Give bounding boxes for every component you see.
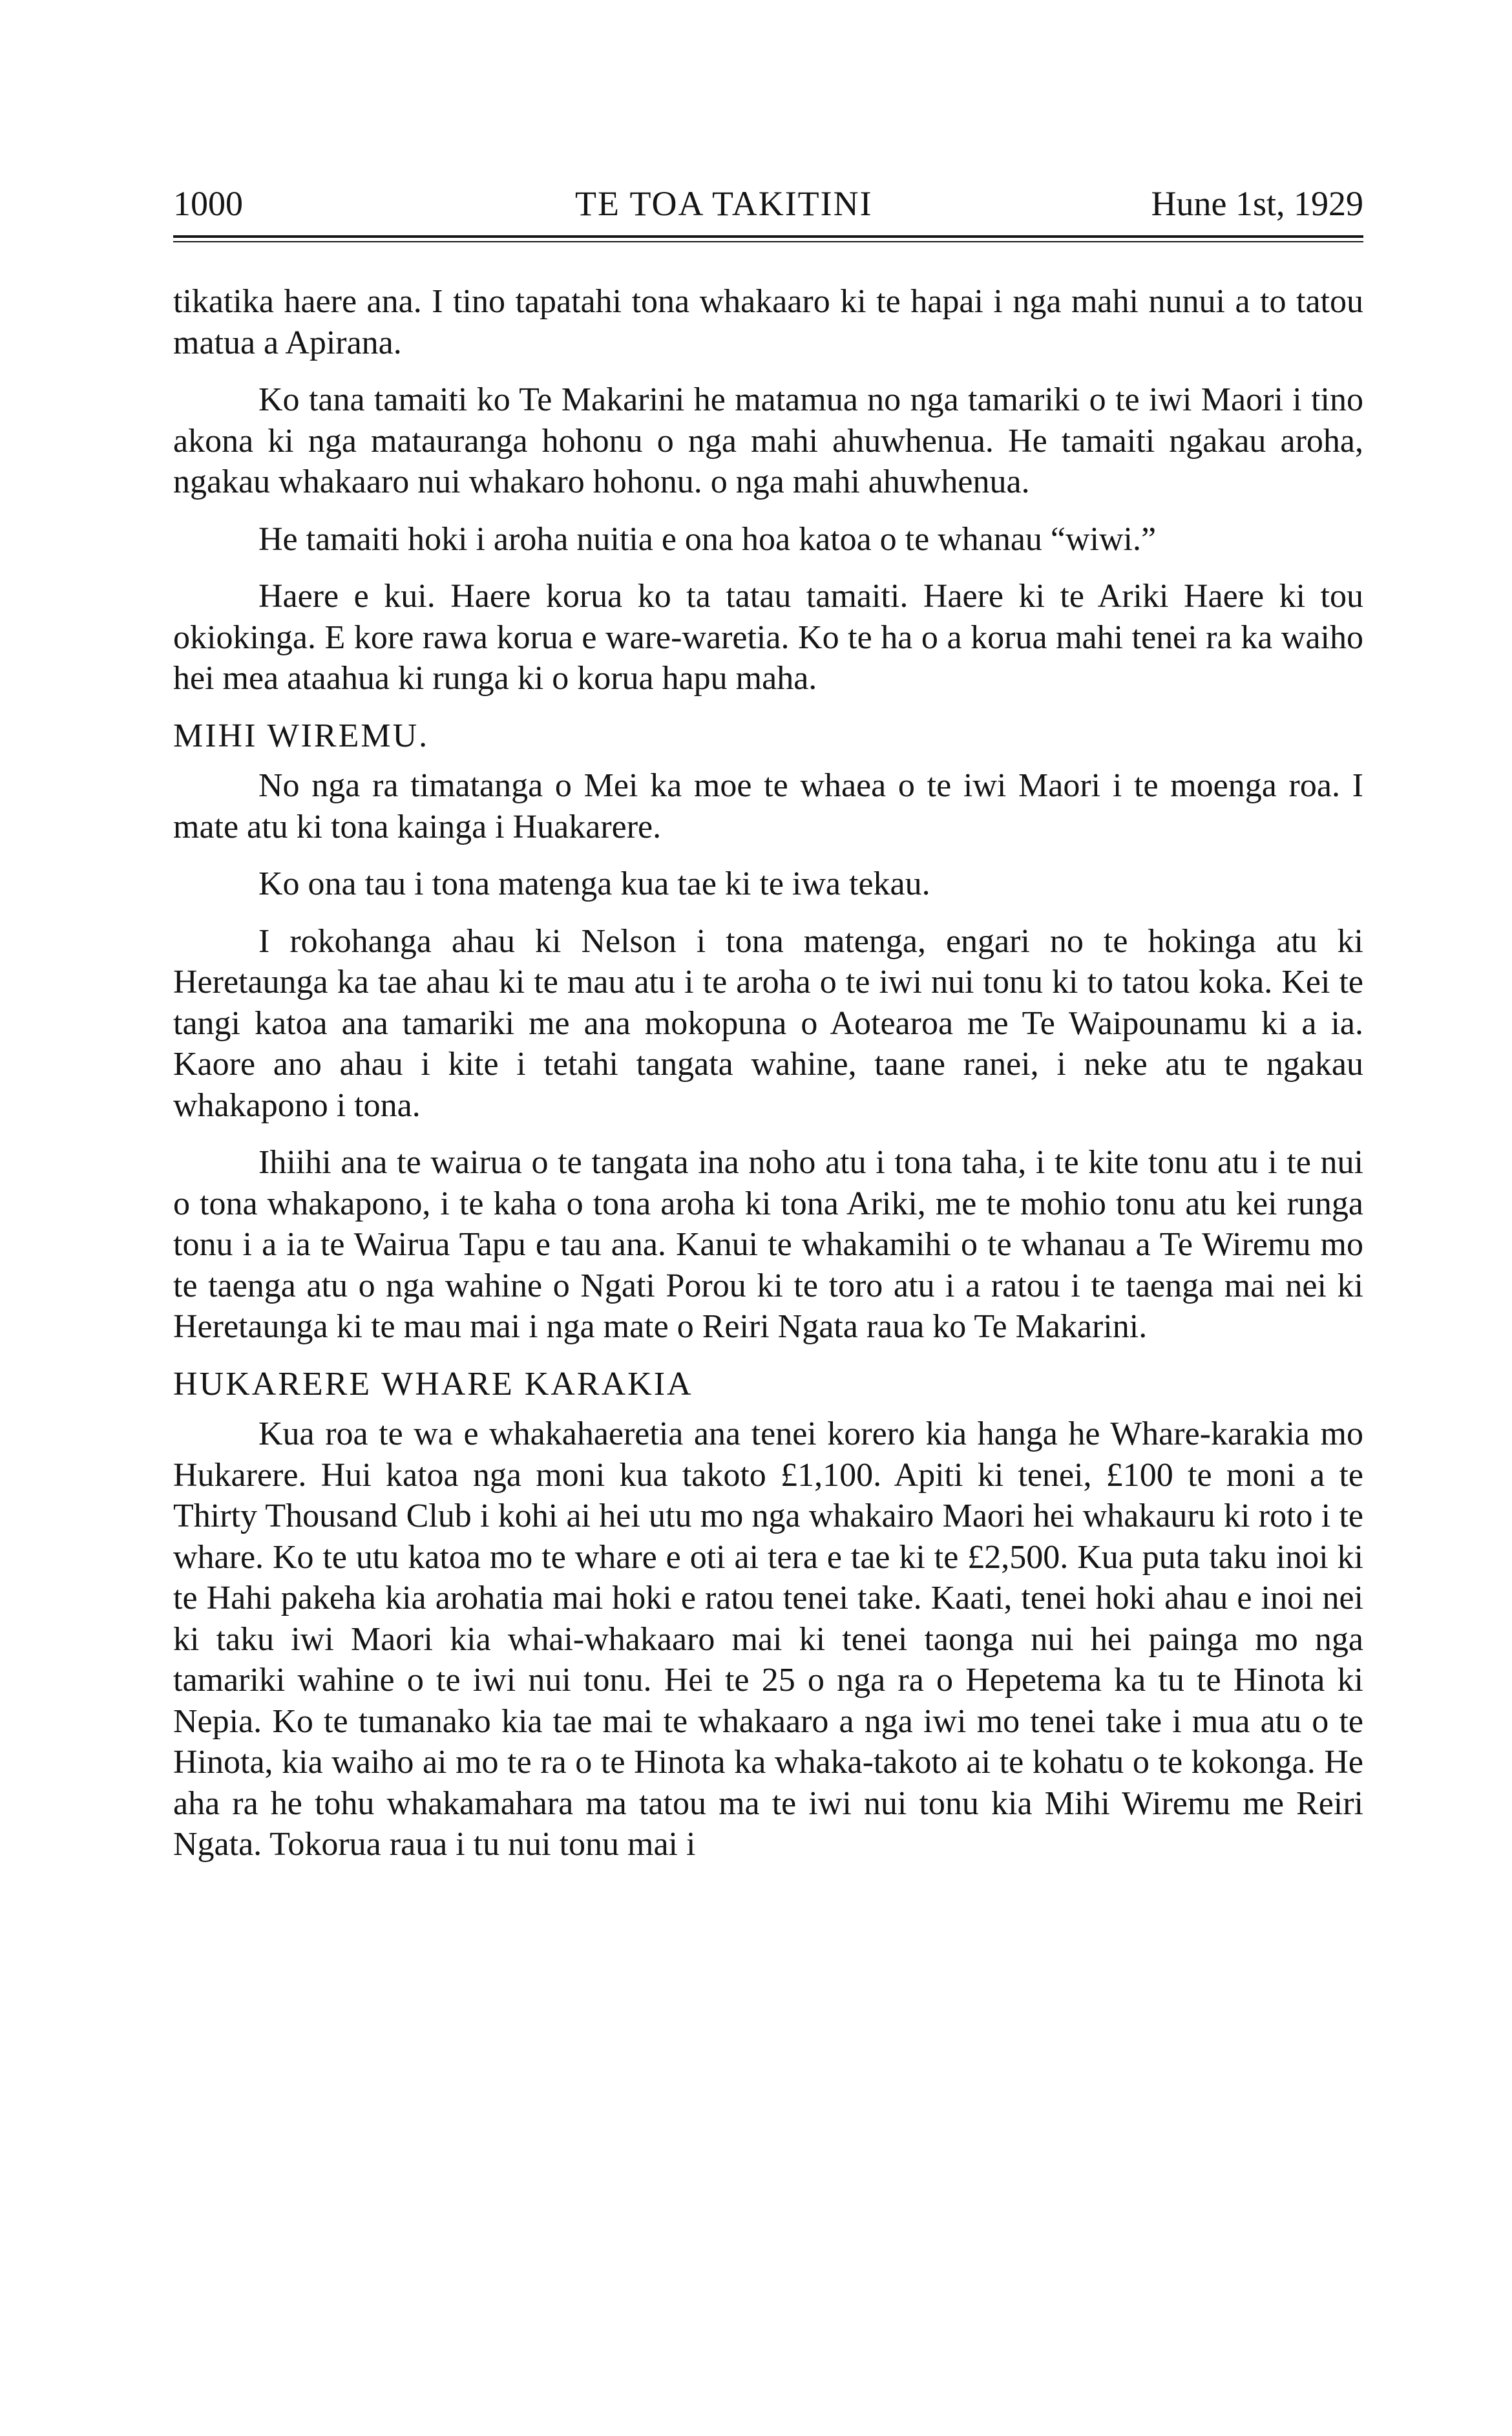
paragraph: I rokohanga ahau ki Nelson i tona matenga, engari no te hokinga atu ki Heretaunga ka tae ahau ki te mau atu i te aroha o te iwi nui tonu ki to tatou koka. Kei te tangi katoa ana tamariki me ana mokopuna o Aotearoa me Te Waipounamu ki a ia. Kaore ano ahau i kite i tetahi tangata wahine, taane ranei, i neke atu te ngakau whakapono i tona. — [173, 922, 1363, 1124]
running-header — [173, 181, 1363, 226]
paragraph: Ko ona tau i tona matenga kua tae ki te iwa tekau. — [258, 865, 930, 902]
magazine-page — [173, 181, 1363, 1881]
article-body — [173, 281, 1363, 1865]
page-number: 1000 — [173, 184, 243, 223]
paragraph: No nga ra timatanga o Mei ka moe te whaea o te iwi Maori i te moenga roa. I mate atu ki tona kainga i Huakarere. — [173, 767, 1363, 845]
paragraph: He tamaiti hoki i aroha nuitia e ona hoa katoa o te whanau “wiwi.” — [258, 520, 1157, 558]
paragraph: Ihiihi ana te wairua o te tangata ina noho atu i tona taha, i te kite tonu atu i te nui o tona whakapono, i te kaha o tona aroha ki tona Ariki, me te mohio tonu atu kei runga tonu i a ia te Wairua Tapu e tau ana. Kanui te whakamihi o te whanau a Te Wiremu mo te taenga atu o nga wahine o Ngati Porou ki te toro atu i a ratou i te taenga mai nei ki Heretaunga ki te mau mai i nga mate o Reiri Ngata raua ko Te Makarini. — [173, 1144, 1363, 1345]
section-heading-mihi-wiremu: MIHI WIREMU. — [173, 717, 430, 754]
paragraph: Kua roa te wa e whakahaeretia ana tenei korero kia hanga he Whare-karakia mo Hukarere. Hui katoa nga moni kua takoto £1,100. Apiti ki tenei, £100 te moni a te Thirty Thousand Club i kohi ai hei utu mo nga whakairo Maori hei whakauru ki roto i te whare. Ko te utu katoa mo te whare e oti ai tera e tae ki te £2,500. Kua puta taku inoi ki te Hahi pakeha kia arohatia mai hoki e ratou tenei take. Kaati, tenei hoki ahau e inoi nei ki taku iwi Maori kia whai-whakaaro mai ki tenei taonga nui hei painga mo nga tamariki wahine o te iwi nui tonu. Hei te 25 o nga ra o Hepetema ka tu te Hinota ki Nepia. Ko te tumanako kia tae mai te whakaaro a nga iwi mo tenei take i mua atu o te Hinota, kia waiho ai mo te ra o te Hinota ka whaka-takoto ai te kohatu o te kokonga. He aha ra he tohu whakamahara ma tatou ma te iwi nui tonu kia Mihi Wiremu me Reiri Ngata. Tokorua raua i tu nui tonu mai i — [173, 1415, 1363, 1863]
header-double-rule — [173, 235, 1363, 242]
journal-title: TE TOA TAKITINI — [575, 184, 873, 223]
paragraph: Ko tana tamaiti ko Te Makarini he matamua no nga tamariki o te iwi Maori i tino akona ki nga matauranga hohonu o nga mahi ahuwhenua. He tamaiti ngakau aroha, ngakau whakaaro nui whakaro hohonu. o nga mahi ahuwhenua. — [173, 381, 1363, 500]
issue-date: Hune 1st, 1929 — [1151, 184, 1363, 223]
section-heading-hukarere: HUKARERE WHARE KARAKIA — [173, 1365, 693, 1403]
paragraph-continued: tikatika haere ana. I tino tapatahi tona whakaaro ki te hapai i nga mahi nunui a to tatou matua a Apirana. — [173, 283, 1363, 361]
paragraph: Haere e kui. Haere korua ko ta tatau tamaiti. Haere ki te Ariki Haere ki tou okiokinga. E kore rawa korua e ware-waretia. Ko te ha o a korua mahi tenei ra ka waiho hei mea ataahua ki runga ki o korua hapu maha. — [173, 578, 1363, 697]
